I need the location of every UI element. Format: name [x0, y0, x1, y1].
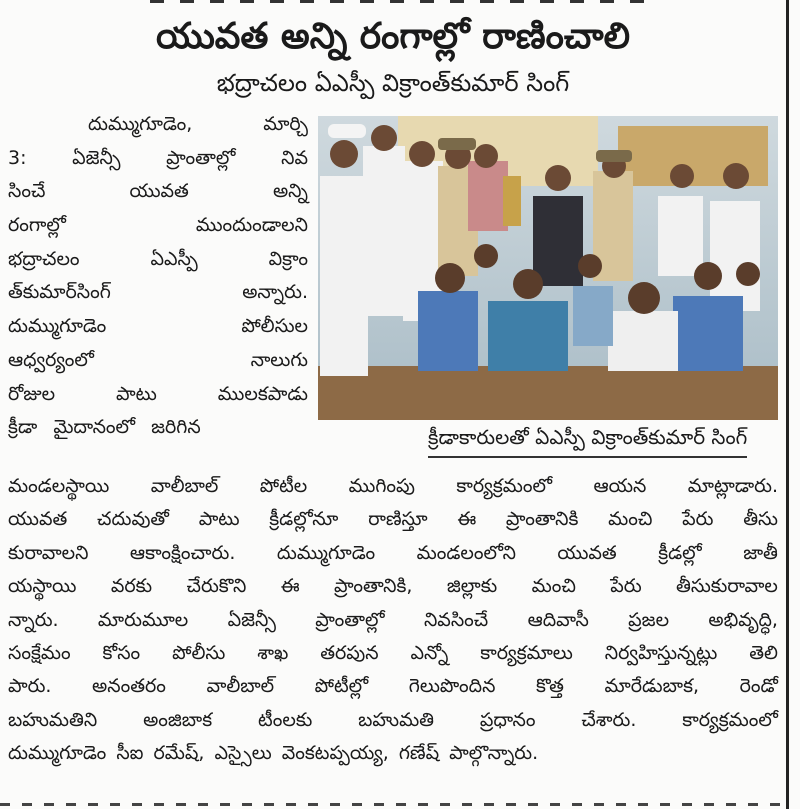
column-rule	[786, 0, 789, 809]
text-line: న్నారు. మారుమూల ఏజెన్సీ ప్రాంతాల్లో నివసించే ఆదివాసీ ప్రజల అభివృద్ధి,	[8, 608, 778, 631]
text-line: సించే యువత అన్ని	[8, 180, 308, 203]
text-line: ఆధ్వర్యంలో నాలుగు	[8, 348, 308, 371]
subheadline: భద్రాచలం ఏఎస్పీ విక్రాంత్‌కుమార్ సింగ్	[216, 69, 570, 97]
photo-caption: క్రీడాకారులతో ఏఎస్పీ విక్రాంత్‌కుమార్ సింగ్	[428, 420, 747, 458]
text-line: రంగాల్లో ముందుండాలని	[8, 214, 308, 237]
news-photo	[318, 116, 778, 420]
text-line: కురావాలని ఆకాంక్షించారు. దుమ్ముగూడెం మండలంలోని యువత క్రీడల్లో జాతీ	[8, 541, 778, 564]
text-line: యస్థాయి వరకు చేరుకొని ఈ ప్రాంతానికి, జిల్లాకు మంచి పేరు తీసుకురావాల	[8, 575, 778, 598]
text-line: త్‌కుమార్‌సింగ్ అన్నారు.	[8, 281, 308, 304]
bottom-border	[0, 803, 786, 806]
text-line: మండలస్థాయి వాలీబాల్ పోటీల ముగింపు కార్యక్రమంలో ఆయన మాట్లాడారు.	[8, 475, 778, 497]
text-line: యువత చదువుతో పాటు క్రీడల్లోనూ రాణిస్తూ ఈ ప్రాంతానికి మంచి పేరు తీసు	[8, 508, 778, 531]
text-line: దుమ్ముగూడెం సీఐ రమేష్, ఎస్సైలు వెంకటప్పయ్య, గణేష్ పాల్గొన్నారు.	[8, 742, 539, 765]
text-line: క్రీడా మైదానంలో జరిగిన	[8, 416, 201, 439]
headline: యువత అన్ని రంగాల్లో రాణించాలి	[156, 16, 630, 57]
article-body	[8, 470, 778, 771]
photo-illustration	[318, 116, 778, 420]
text-line: దుమ్ముగూడెం, మార్చి	[88, 113, 308, 135]
text-line: రోజుల పాటు ములకపాడు	[8, 382, 308, 405]
text-line: దుమ్ముగూడెం పోలీసుల	[8, 315, 308, 338]
text-line: భద్రాచలం ఏఎస్పీ విక్రాం	[8, 247, 308, 270]
intro-column	[8, 108, 308, 445]
text-line: బహుమతిని అంజిబాక టీంలకు బహుమతి ప్రధానం చేశారు. కార్యక్రమంలో	[8, 708, 778, 731]
text-line: 3: ఏజెన్సీ ప్రాంతాల్లో నివ	[8, 146, 308, 169]
top-border	[150, 0, 650, 3]
text-line: సంక్షేమం కోసం పోలీసు శాఖ తరపున ఎన్నో కార్యక్రమాలు నిర్వహిస్తున్నట్లు తెలి	[8, 641, 778, 664]
text-line: పారు. అనంతరం వాలీబాల్ పోటీల్లో గెలుపొందిన కొత్త మారేడుబాక, రెండో	[8, 675, 778, 698]
